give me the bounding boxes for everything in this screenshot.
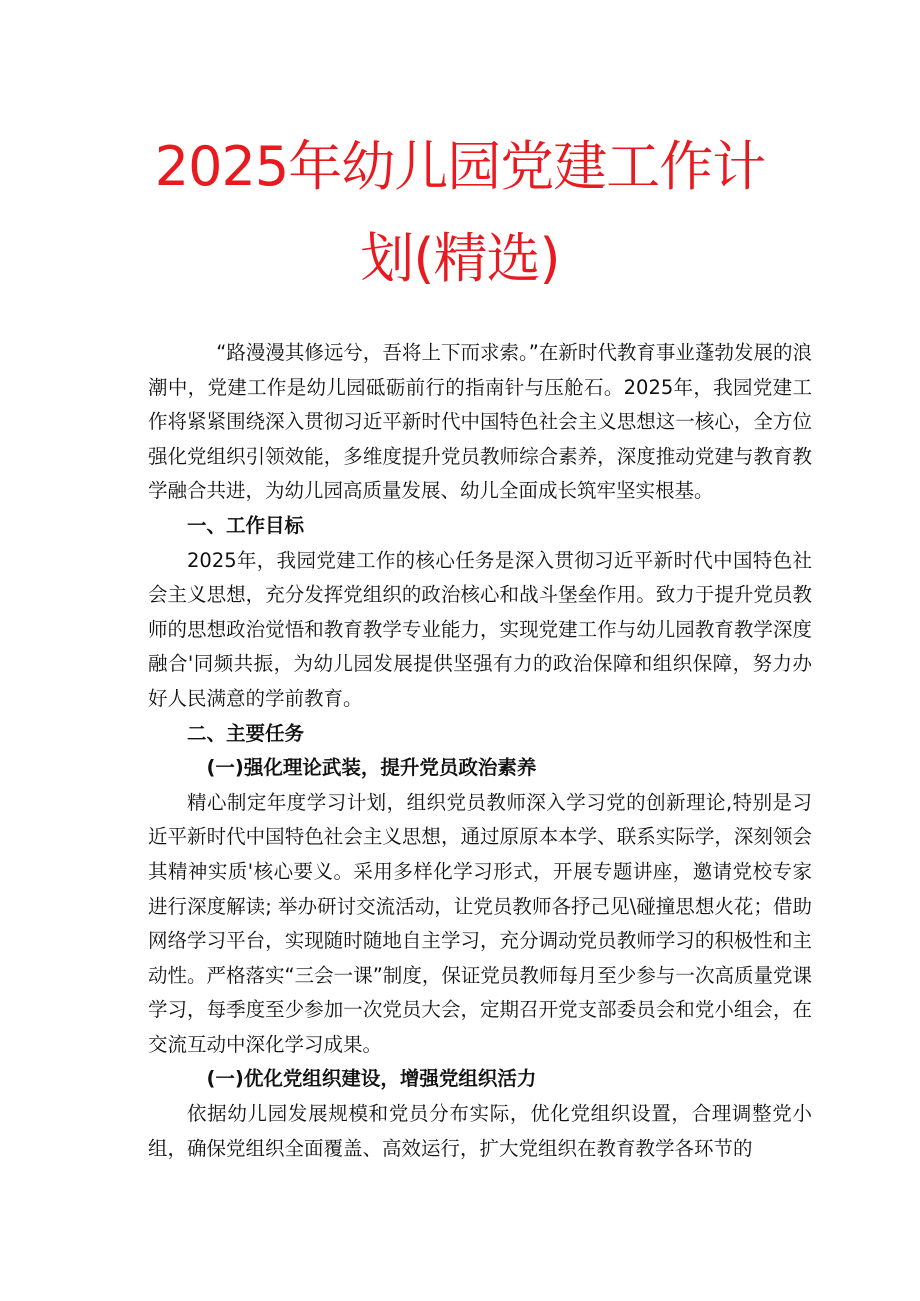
section-heading-goals: 一、工作目标 [187, 513, 305, 537]
theory-paragraph: 精心制定年度学习计划，组织党员教师深入学习党的创新理论,特别是习近平新时代中国特色社会主义思想，通过原原本本学、联系实际学，深刻领会其精神实质'核心要义。采用多样化学习形式，开展专题讲座，邀请党校专家进行深度解读; 举办研讨交流活动，让党员教师各抒己见\碰撞思想火花；借助网络学习平台，实现随时随地自主学习，充分调动党员教师学习的积极性和主动性。严格落实“三会一课”制度，保证党员教师每月至少参与一次高质量党课学习，每季度至少参加一次党员大会，定期召开党支部委员会和党小组会，在交流互动中深化学习成果。 [148, 790, 812, 1056]
subsection-heading-organization: (一)优化党组织建设，增强党组织活力 [206, 1067, 537, 1091]
subsection-heading-theory: (一)强化理论武装，提升党员政治素养 [206, 756, 537, 780]
goals-paragraph: 2025年，我园党建工作的核心任务是深入贯彻习近平新时代中国特色社会主义思想，充分发挥党组织的政治核心和战斗堡垒作用。致力于提升党员教师的思想政治觉悟和教育教学专业能力，实现党建工作与幼儿园教育教学深度融合'同频共振，为幼儿园发展提供坚强有力的政治保障和组织保障，努力办好人民满意的学前教育。 [148, 548, 812, 710]
document-title-line-2: 划(精选) [360, 227, 560, 290]
document-title-line-1: 2025年幼儿园党建工作计 [154, 135, 766, 198]
intro-paragraph: “路漫漫其修远兮，吾将上下而求索。”在新时代教育事业蓬勃发展的浪潮中，党建工作是幼儿园砥砺前行的指南针与压舱石。2025年，我园党建工作将紧紧围绕深入贯彻习近平新时代中国特色社会主义思想这一核心，全方位强化党组织引领效能，多维度提升党员教师综合素养，深度推动党建与教育教学融合共进，为幼儿园高质量发展、幼儿全面成长筑牢坚实根基。 [148, 341, 812, 503]
section-heading-tasks: 二、主要任务 [187, 721, 305, 745]
organization-paragraph: 依据幼儿园发展规模和党员分布实际，优化党组织设置，合理调整党小组，确保党组织全面覆盖、高效运行，扩大党组织在教育教学各环节的 [148, 1102, 812, 1160]
document-body [148, 336, 812, 1166]
